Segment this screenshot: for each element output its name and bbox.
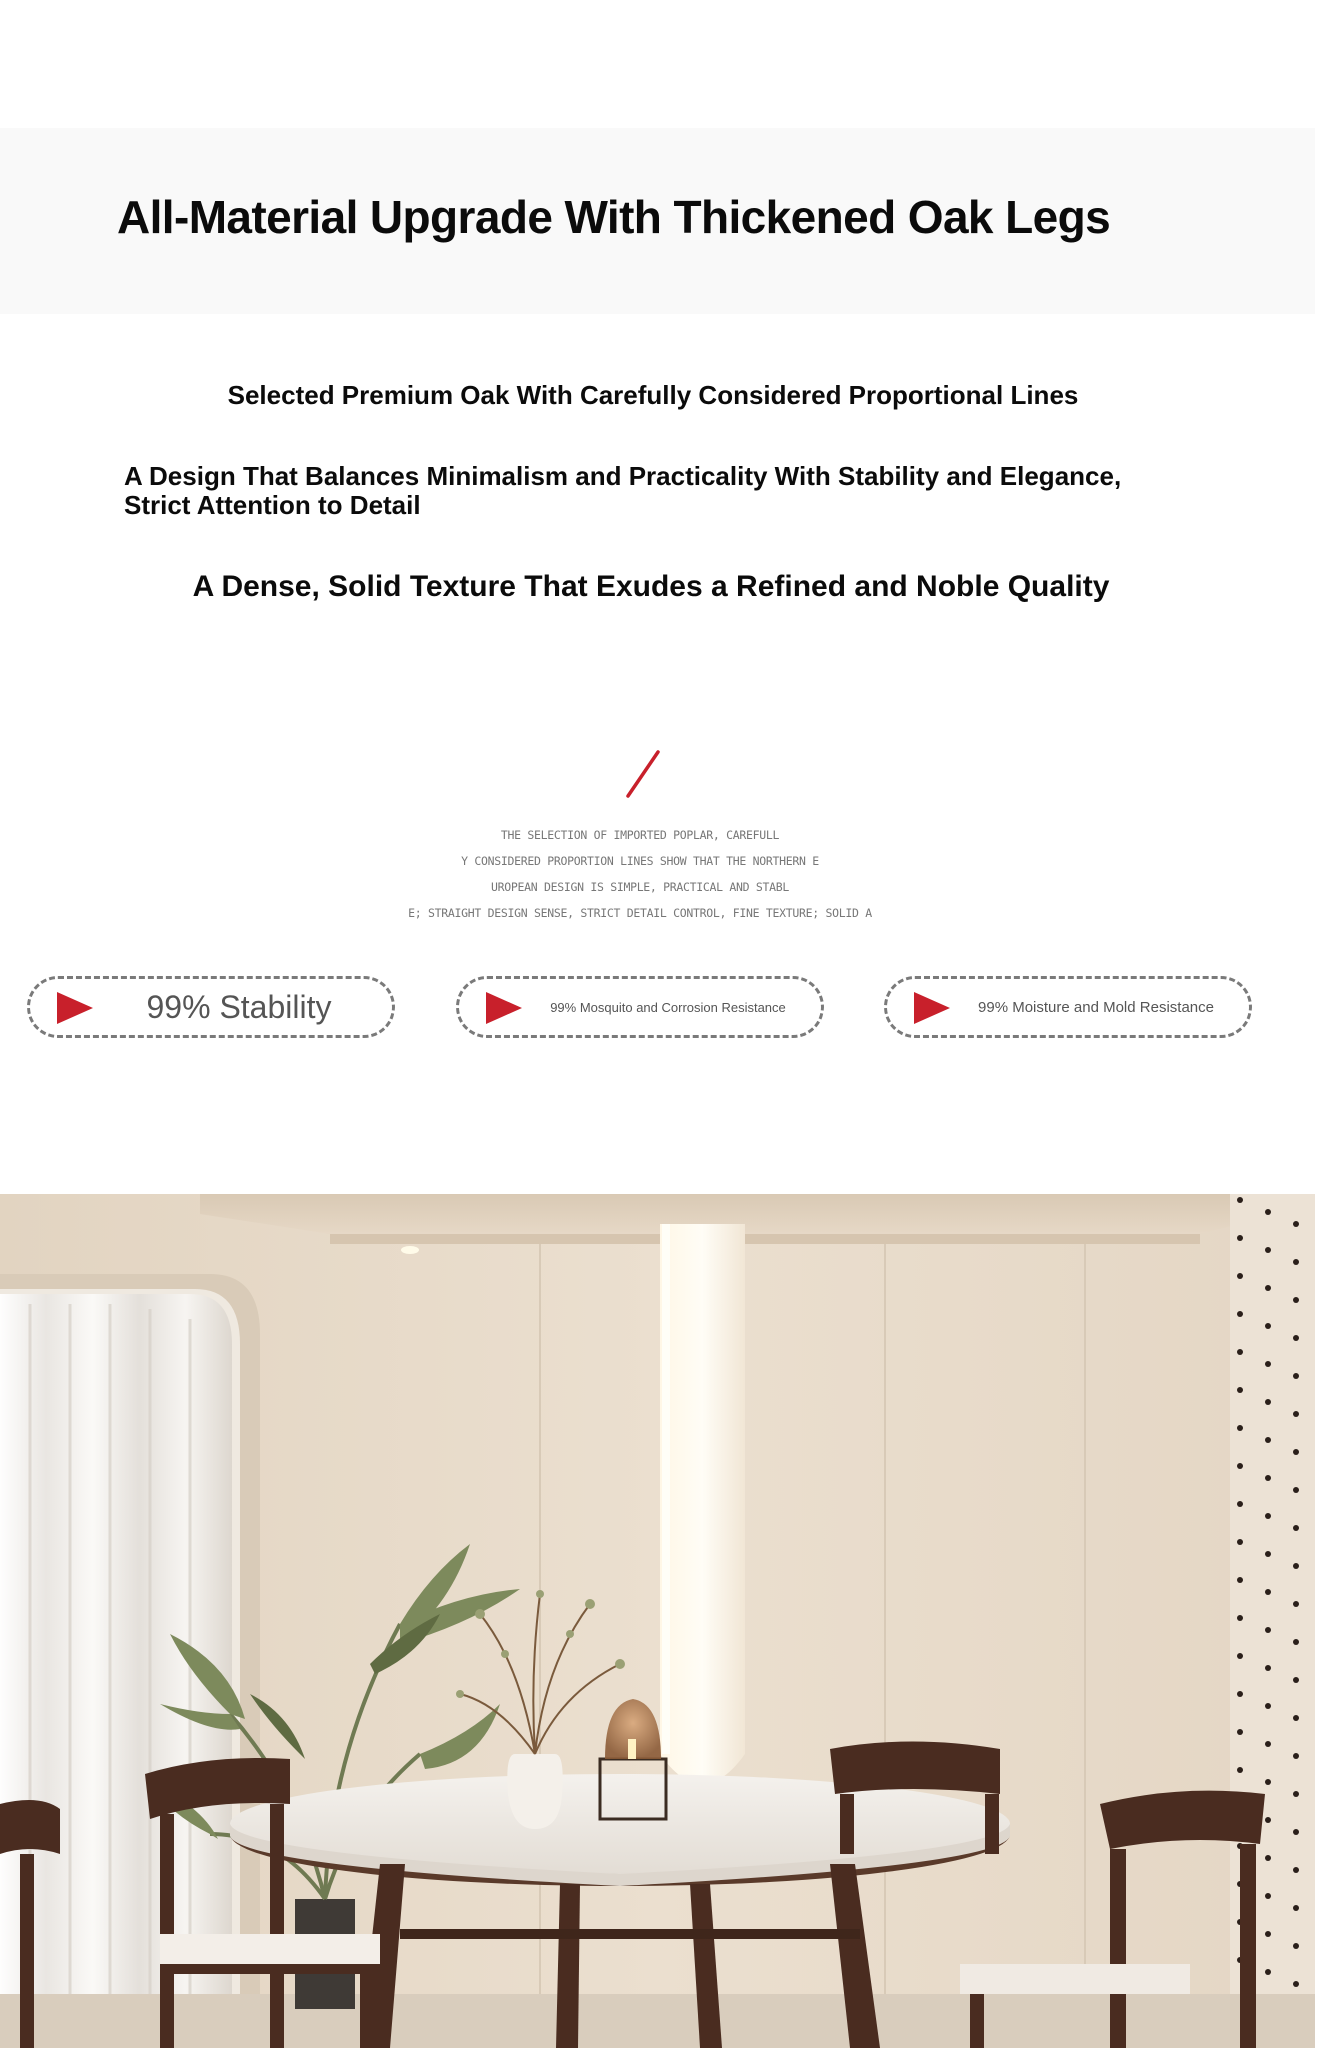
page-title: All-Material Upgrade With Thickened Oak Legs (117, 191, 1111, 243)
subheading-1: Selected Premium Oak With Carefully Considered Proportional Lines (227, 380, 1079, 410)
feature-pill-label: 99% Stability (146, 988, 332, 1025)
dining-room-scene-icon (0, 1194, 1315, 2048)
dining-room-photo (0, 1194, 1315, 2048)
caption-line: Y CONSIDERED PROPORTION LINES SHOW THAT THE NORTHERN E (461, 854, 819, 868)
subheading-2: A Design That Balances Minimalism and Practicality With Stability and Elegance, Strict Attention to Detail (124, 461, 1122, 520)
feature-pill-label: 99% Mosquito and Corrosion Resistance (550, 999, 786, 1015)
play-triangle-icon (912, 991, 952, 1025)
feature-pill-label: 99% Moisture and Mold Resistance (978, 998, 1214, 1016)
subheading-3: A Dense, Solid Texture That Exudes a Refined and Noble Quality (192, 570, 1110, 603)
feature-pill-moisture-resistance (884, 976, 1252, 1038)
feature-pill-stability (27, 976, 395, 1038)
play-triangle-icon (55, 991, 95, 1025)
play-triangle-icon (484, 991, 524, 1025)
red-slash-icon (620, 748, 664, 800)
caption-block (390, 822, 890, 926)
caption-line: THE SELECTION OF IMPORTED POPLAR, CAREFULL (500, 828, 780, 842)
feature-pill-mosquito-resistance (456, 976, 824, 1038)
caption-line: UROPEAN DESIGN IS SIMPLE, PRACTICAL AND STABL (490, 880, 790, 894)
caption-line: E; STRAIGHT DESIGN SENSE, STRICT DETAIL CONTROL, FINE TEXTURE; SOLID A (408, 906, 872, 920)
